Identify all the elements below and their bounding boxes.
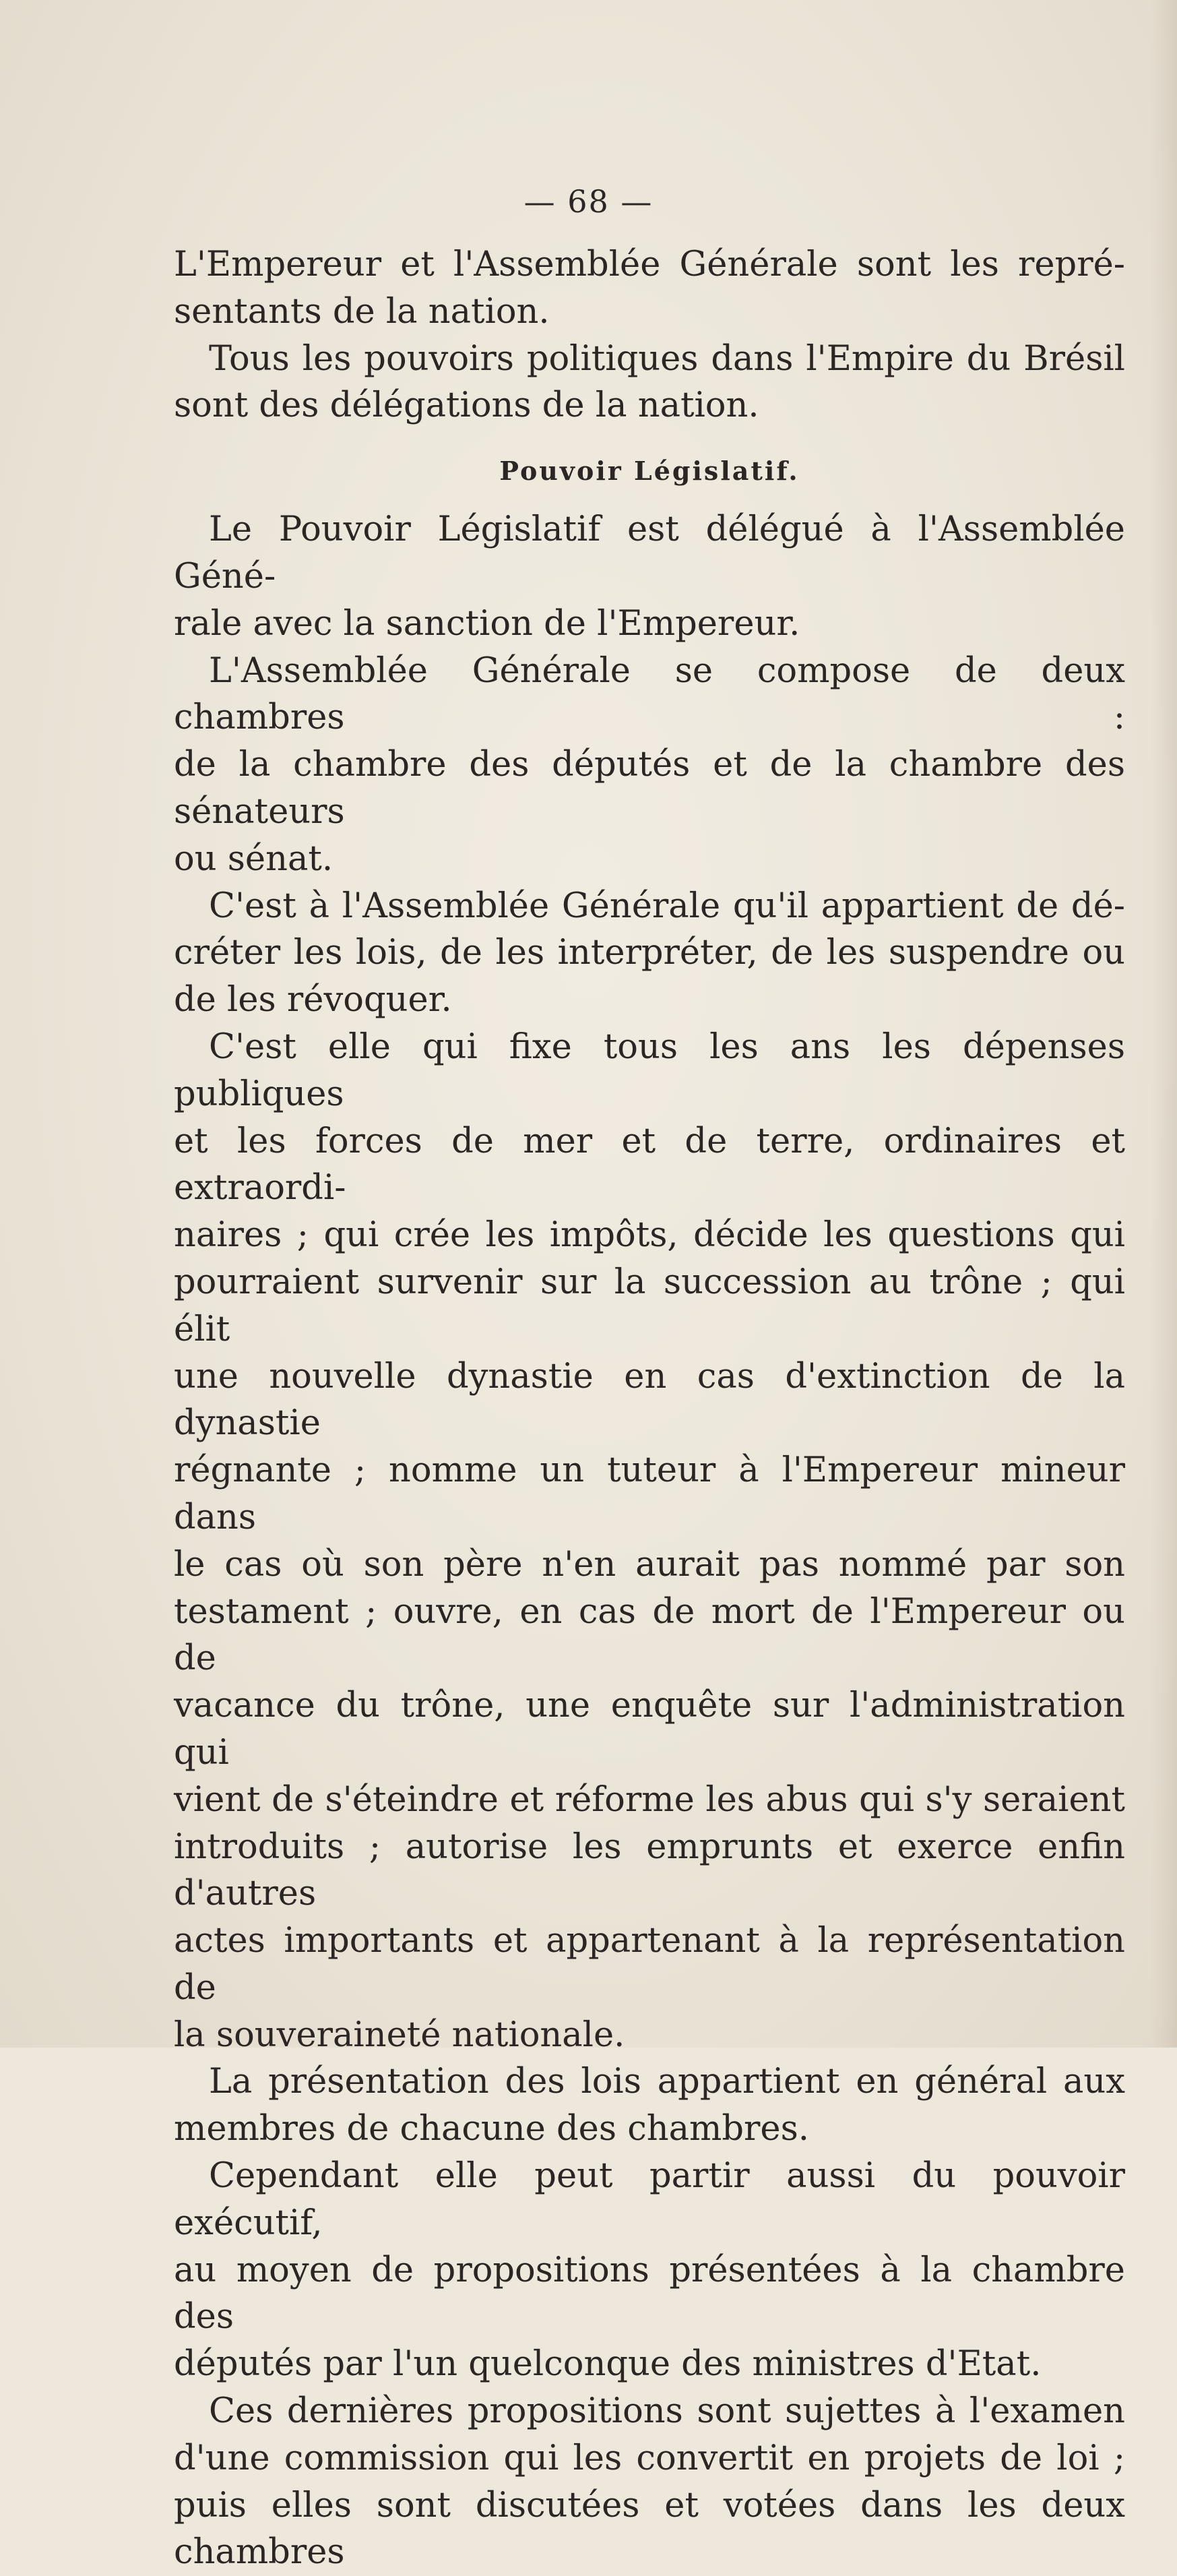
paragraph-line: vient de s'éteindre et réforme les abus qui s'y seraient (174, 1779, 1125, 1820)
section-heading: Pouvoir Législatif. (499, 456, 800, 487)
paragraph-line: introduits ; autorise les emprunts et exerce enfin d'autres (174, 1827, 1125, 1914)
paragraph-line: Le Pouvoir Législatif est délégué à l'Assemblée Géné- (174, 510, 1125, 596)
paragraph-line: d'une commission qui les convertit en projets de loi ; (174, 2438, 1125, 2478)
paragraph-line: membres de chacune des chambres. (174, 2109, 809, 2149)
page-number: — 68 — (523, 183, 654, 220)
paragraph-line: ou sénat. (174, 838, 333, 879)
paragraph-line: au moyen de propositions présentées à la chambre des (174, 2250, 1125, 2337)
paragraph-line: Cependant elle peut partir aussi du pouvoir exécutif, (174, 2156, 1125, 2243)
paragraph-line: de les révoquer. (174, 980, 452, 1020)
paragraph-line: L'Assemblée Générale se compose de deux chambres : (174, 650, 1125, 738)
paragraph-line: sentants de la nation. (174, 291, 550, 332)
paragraph-line: naires ; qui crée les impôts, décide les questions qui (174, 1215, 1125, 1256)
paragraph-line: Tous les pouvoirs politiques dans l'Empire du Brésil (209, 338, 1125, 379)
paragraph-line: la souveraineté nationale. (174, 2015, 625, 2055)
paragraph-line: régnante ; nomme un tuteur à l'Empereur mineur dans (174, 1450, 1125, 1537)
body-text (174, 241, 1125, 2576)
paragraph-line: actes importants et appartenant à la représentation de (174, 1921, 1125, 2008)
paragraph-line: vacance du trône, une enquête sur l'administration qui (174, 1686, 1125, 1773)
paragraph-line: le cas où son père n'en aurait pas nommé par son (174, 1544, 1125, 1585)
paragraph-line: C'est elle qui fixe tous les ans les dépenses publiques (174, 1026, 1125, 1114)
paragraph-line: puis elles sont discutées et votées dans les deux chambres (174, 2485, 1125, 2573)
paragraph-line: La présentation des lois appartient en général aux (209, 2062, 1125, 2102)
paragraph-line: de la chambre des députés et de la chambre des sénateurs (174, 745, 1125, 832)
page-edge-shadow (1150, 0, 1177, 2048)
paragraph-line: créter les lois, de les interpréter, de les suspendre ou (174, 933, 1125, 973)
paragraph-line: Ces dernières propositions sont sujettes à l'examen (209, 2391, 1125, 2432)
paragraph-line: sont des délégations de la nation. (174, 386, 759, 426)
paragraph-line: une nouvelle dynastie en cas d'extinction de la dynastie (174, 1356, 1125, 1444)
paragraph-line: rale avec la sanction de l'Empereur. (174, 603, 800, 644)
paragraph-line: testament ; ouvre, en cas de mort de l'Empereur ou de (174, 1591, 1125, 1679)
paragraph-line: députés par l'un quelconque des ministres d'Etat. (174, 2344, 1042, 2385)
paragraph-line: et les forces de mer et de terre, ordinaires et extraordi- (174, 1121, 1125, 1208)
paragraph-line: L'Empereur et l'Assemblée Générale sont les repré- (174, 245, 1125, 284)
paragraph-line: C'est à l'Assemblée Générale qu'il appartient de dé- (209, 886, 1125, 926)
paragraph-line: pourraient survenir sur la succession au trône ; qui élit (174, 1262, 1125, 1349)
